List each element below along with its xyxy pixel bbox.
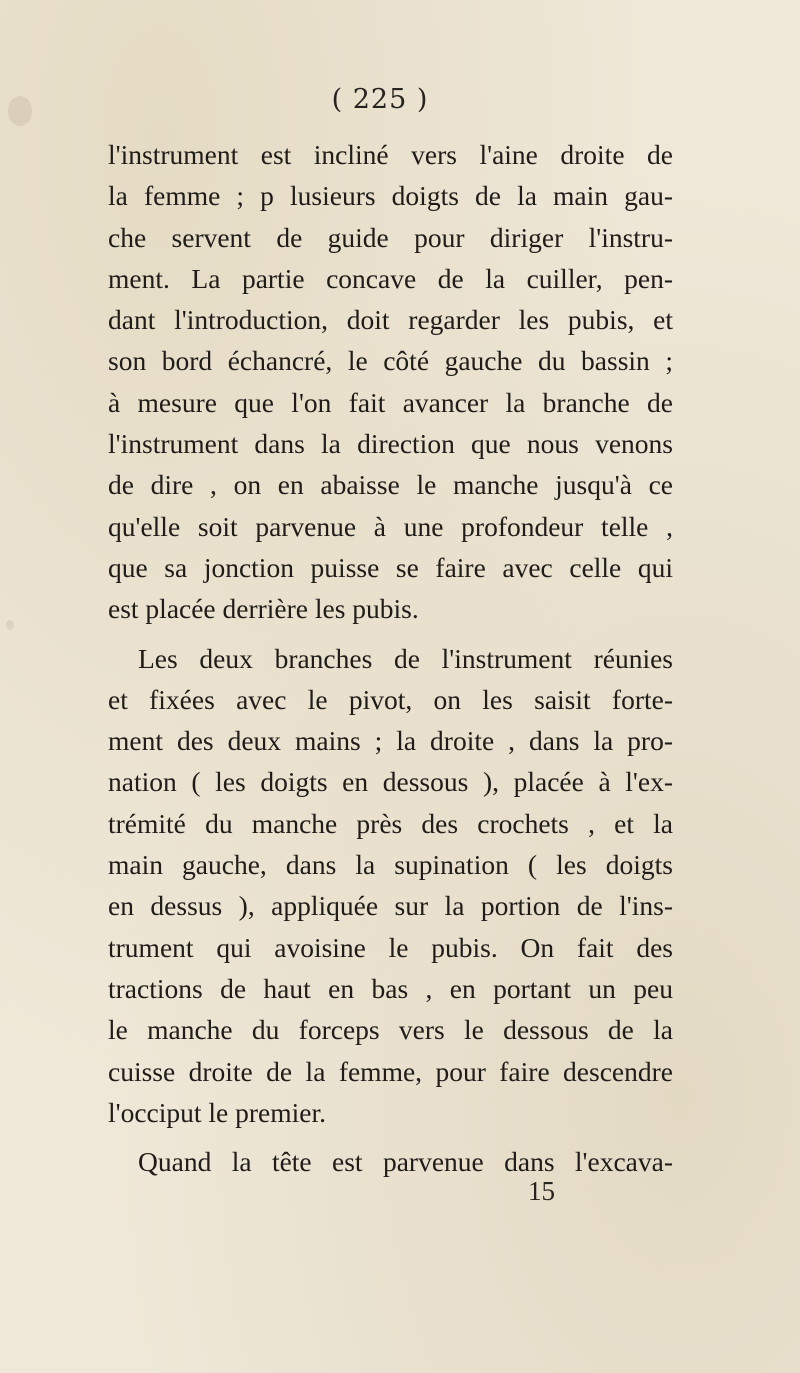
paragraph bbox=[108, 1141, 673, 1182]
text-line: main gauche, dans la supination ( les doigts bbox=[108, 849, 673, 881]
text-line: la femme ; p lusieurs doigts de la main gau- bbox=[108, 180, 673, 212]
page-number: ( 225 ) bbox=[331, 84, 429, 115]
text-line: l'occiput le premier. bbox=[108, 1096, 326, 1128]
text-line: che servent de guide pour diriger l'instru- bbox=[108, 221, 673, 253]
text-line: trémité du manche près des crochets , et la bbox=[108, 807, 673, 839]
page-stain bbox=[6, 620, 14, 630]
text-line: son bord échancré, le côté gauche du bassin ; bbox=[108, 345, 673, 377]
text-line: tractions de haut en bas , en portant un peu bbox=[108, 972, 673, 1004]
text-line: Quand la tête est parvenue dans l'excava- bbox=[138, 1146, 673, 1178]
text-line: l'instrument dans la direction que nous venons bbox=[108, 428, 673, 460]
text-line: en dessus ), appliquée sur la portion de l'ins- bbox=[108, 890, 673, 922]
text-line: et fixées avec le pivot, on les saisit forte- bbox=[108, 683, 673, 715]
text-line: dant l'introduction, doit regarder les pubis, et bbox=[108, 304, 673, 336]
text-line: le manche du forceps vers le dessous de la bbox=[108, 1014, 673, 1046]
body-text bbox=[108, 134, 673, 1182]
text-line: Les deux branches de l'instrument réunies bbox=[138, 642, 673, 674]
text-line: trument qui avoisine le pubis. On fait des bbox=[108, 931, 673, 963]
text-line: nation ( les doigts en dessous ), placée à l'ex- bbox=[108, 766, 673, 798]
text-line: est placée derrière les pubis. bbox=[108, 593, 419, 625]
signature-mark: 15 bbox=[528, 1176, 555, 1206]
paragraph bbox=[108, 638, 673, 1134]
text-line: cuisse droite de la femme, pour faire descendre bbox=[108, 1055, 673, 1087]
text-line: qu'elle soit parvenue à une profondeur telle , bbox=[108, 510, 673, 542]
text-line: de dire , on en abaisse le manche jusqu'à ce bbox=[108, 469, 673, 501]
text-line: ment des deux mains ; la droite , dans la pro- bbox=[108, 725, 673, 757]
text-line: à mesure que l'on fait avancer la branche de bbox=[108, 386, 673, 418]
text-line: l'instrument est incliné vers l'aine droite de bbox=[108, 139, 673, 170]
text-line: ment. La partie concave de la cuiller, pen- bbox=[108, 262, 673, 294]
paragraph bbox=[108, 134, 673, 630]
text-line: que sa jonction puisse se faire avec celle qui bbox=[108, 551, 673, 583]
